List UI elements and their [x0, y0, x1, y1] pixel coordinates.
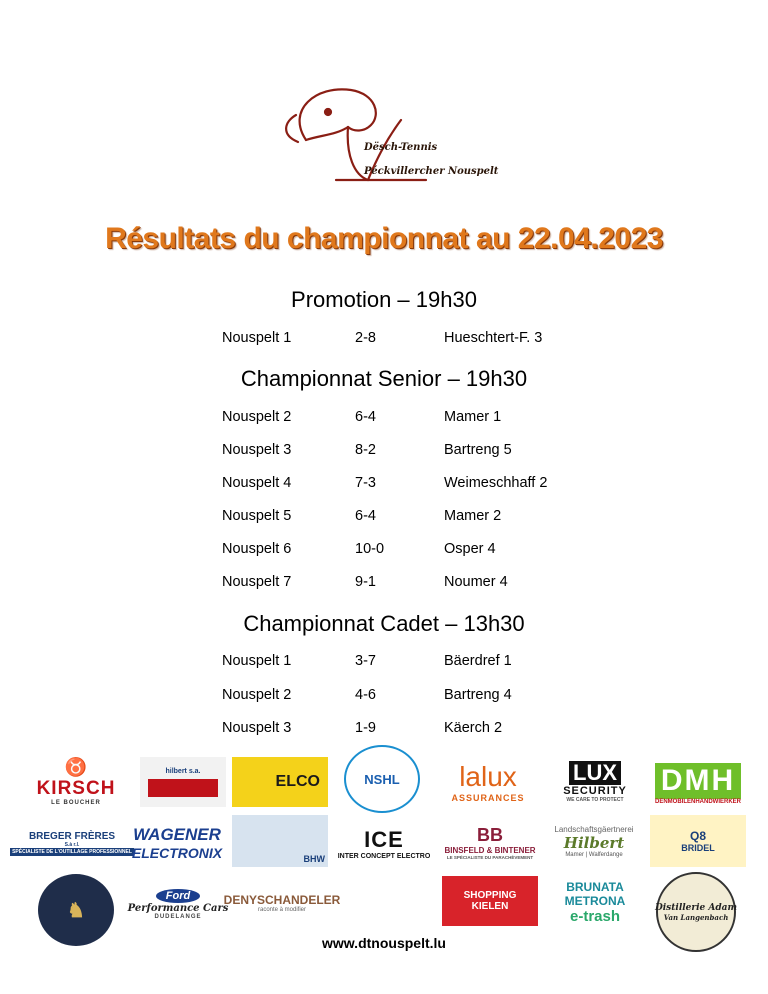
- home-team: Nouspelt 3: [222, 720, 292, 736]
- result-row: [0, 409, 768, 429]
- sponsor-sub: raconte à modifier: [257, 907, 307, 913]
- score: 10-0: [355, 541, 385, 557]
- sponsor-name: DMH: [655, 763, 741, 799]
- sponsor-hilbert-garden: [544, 812, 644, 870]
- away-team: Käerch 2: [444, 720, 503, 736]
- sponsor-shopping-kielen: [442, 876, 538, 926]
- sponsor-sub: SPÉCIALISTE DE L'OUTILLAGE PROFESSIONNEL: [12, 848, 132, 855]
- bull-icon: ♉: [64, 756, 88, 777]
- sponsor-sub: KIELEN: [471, 901, 509, 912]
- sponsor-name: BRUNATA: [566, 879, 624, 894]
- sponsor-name: BHW: [303, 854, 325, 864]
- section-title: Championnat Cadet – 13h30: [243, 611, 525, 636]
- sponsor-suffix: S.à r.l.: [64, 841, 80, 848]
- club-name-line1: Dësch-Tennis: [364, 142, 438, 153]
- result-row: [0, 330, 768, 350]
- sponsor-breger: [12, 820, 132, 866]
- score: 4-6: [355, 687, 376, 703]
- sponsor-binsfeld: [438, 815, 542, 869]
- sponsor-sub: Van Langenbach: [663, 912, 729, 922]
- sponsor-sub: Mamer | Walferdange: [565, 851, 623, 858]
- sponsor-sub: DENMOBILENHANDWIERKER: [655, 799, 741, 805]
- result-row: [0, 541, 768, 561]
- sponsor-name: WAGENER: [133, 825, 221, 844]
- sponsor-sub: ASSURANCES: [451, 793, 525, 803]
- sponsor-name: ICE: [364, 826, 404, 852]
- sponsor-name: ELCO: [275, 773, 320, 790]
- home-team: Nouspelt 2: [222, 409, 292, 425]
- sponsor-name: LUX: [569, 761, 621, 785]
- score: 1-9: [355, 720, 376, 736]
- sponsor-name: BINSFELD & BINTENER: [444, 845, 536, 855]
- sponsor-brunata: [546, 874, 644, 930]
- sponsor-name: NSHL: [364, 771, 400, 787]
- bb-icon: BB: [477, 824, 503, 845]
- sponsor-name: Distillerie Adam: [654, 902, 738, 913]
- sponsor-q8: [650, 815, 746, 867]
- away-team: Bartreng 5: [444, 442, 512, 458]
- result-row: [0, 687, 768, 707]
- sponsor-name: hilbert s.a.: [165, 767, 201, 775]
- away-team: Weimeschhaff 2: [444, 475, 548, 491]
- sponsor-sub: INTER CONCEPT ELECTRO: [337, 852, 431, 860]
- club-name-line2: Péckvillercher Nouspelt: [364, 166, 499, 177]
- sponsor-nshl: [344, 745, 420, 813]
- away-team: Osper 4: [444, 541, 496, 557]
- home-team: Nouspelt 3: [222, 442, 292, 458]
- result-row: [0, 475, 768, 495]
- score: 2-8: [355, 330, 376, 346]
- away-team: Bäerdref 1: [444, 653, 512, 669]
- section-title: Championnat Senior – 19h30: [240, 366, 528, 391]
- home-team: Nouspelt 1: [222, 330, 292, 346]
- score: 8-2: [355, 442, 376, 458]
- sponsor-name: DENYSCHANDELER: [223, 893, 341, 907]
- away-team: Bartreng 4: [444, 687, 512, 703]
- website-link[interactable]: www.dtnouspelt.lu: [322, 935, 446, 951]
- home-team: Nouspelt 2: [222, 687, 292, 703]
- page-title: Résultats du championnat au 22.04.2023: [105, 222, 663, 255]
- away-team: Mamer 2: [444, 508, 502, 524]
- home-team: Nouspelt 7: [222, 574, 292, 590]
- sponsor-place: DUDELANGE: [154, 913, 202, 920]
- home-team: Nouspelt 5: [222, 508, 292, 524]
- score: 6-4: [355, 508, 376, 524]
- sponsor-sub: LE SPÉCIALISTE DU PARACHÈVEMENT: [446, 854, 534, 860]
- section-title: Promotion – 19h30: [291, 287, 477, 312]
- sponsor-name: KIRSCH: [36, 777, 116, 799]
- sponsor-name: Q8: [689, 829, 706, 843]
- sponsor-elco: [232, 757, 328, 807]
- score: 9-1: [355, 574, 376, 590]
- sponsor-dmh: [650, 757, 746, 811]
- sponsor-deny: [223, 876, 341, 930]
- sponsor-kirsch: [22, 752, 130, 810]
- moose-icon: ♞: [67, 899, 85, 922]
- result-row: [0, 508, 768, 528]
- sponsor-sub: ELECTRONIX: [131, 845, 223, 861]
- sponsor-bhw: [232, 815, 328, 867]
- result-row: [0, 720, 768, 740]
- sponsor-extra: e-trash: [569, 907, 621, 925]
- sponsor-sub: WE CARE TO PROTECT: [566, 797, 624, 803]
- score: 3-7: [355, 653, 376, 669]
- sponsor-name: BREGER FRÈRES: [28, 830, 116, 842]
- sponsor-name: Ford: [156, 889, 200, 903]
- sponsor-script: Hilbert: [563, 833, 625, 852]
- result-row: [0, 574, 768, 594]
- sponsor-sub: Performance Cars: [127, 902, 229, 914]
- away-team: Noumer 4: [444, 574, 508, 590]
- sponsor-wagener: [128, 818, 226, 868]
- sponsor-sub: BRIDEL: [681, 843, 715, 853]
- sponsor-sub: LE BOUCHER: [51, 799, 101, 806]
- home-team: Nouspelt 4: [222, 475, 292, 491]
- sponsor-sub: METRONA: [564, 893, 626, 908]
- sponsor-lux-security: [546, 757, 644, 807]
- result-row: [0, 442, 768, 462]
- home-team: Nouspelt 1: [222, 653, 292, 669]
- house-icon: [148, 779, 218, 797]
- sponsor-hilbert: [140, 757, 226, 807]
- sponsor-name: SHOPPING: [463, 890, 517, 901]
- sponsor-name: Landschaftsgäertnerei: [554, 824, 634, 834]
- score: 7-3: [355, 475, 376, 491]
- sponsor-ice: [334, 818, 434, 868]
- sponsor-name: lalux: [459, 761, 517, 792]
- home-team: Nouspelt 6: [222, 541, 292, 557]
- away-team: Hueschtert-F. 3: [444, 330, 543, 346]
- score: 6-4: [355, 409, 376, 425]
- sponsor-ford: [128, 876, 228, 932]
- sponsor-name-2: SECURITY: [563, 785, 627, 797]
- result-row: [0, 653, 768, 673]
- away-team: Mamer 1: [444, 409, 502, 425]
- sponsor-lalux: [438, 757, 538, 807]
